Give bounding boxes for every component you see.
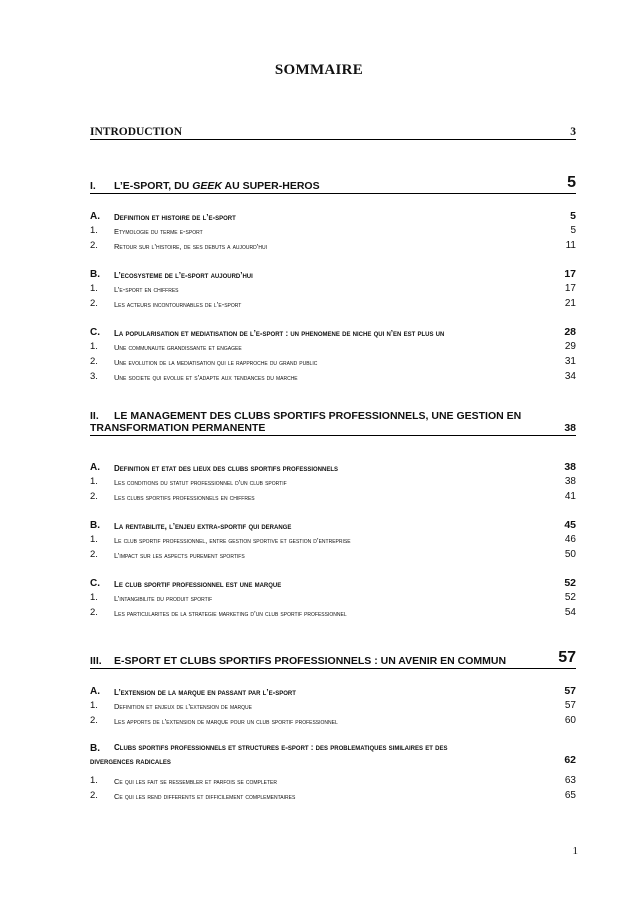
toc-page: 45 [564, 519, 576, 531]
toc-section-2b[interactable] [90, 519, 576, 531]
toc-number: 2. [90, 491, 98, 502]
toc-item-1c3[interactable] [90, 371, 576, 382]
toc-page: 21 [564, 298, 576, 309]
toc-section-3a[interactable] [90, 685, 576, 697]
toc-label: Les particularites de la strategie marketing d’un club sportif professionnel [114, 609, 347, 618]
toc-label: L’impact sur les aspects purement sportifs [114, 551, 245, 560]
toc-label: L’e-sport en chiffres [114, 285, 179, 294]
toc-page: 5 [570, 210, 576, 222]
toc-label: La rentabilite, l’enjeu extra-sportif qui derange [114, 522, 292, 531]
toc-part-2[interactable] [90, 410, 576, 436]
toc-item-2c2[interactable] [90, 607, 576, 618]
toc-page: 3 [570, 126, 576, 138]
toc-item-1a1[interactable] [90, 225, 576, 236]
toc-item-1c2[interactable] [90, 356, 576, 367]
toc-number: 1. [90, 700, 98, 711]
toc-page: 52 [564, 577, 576, 589]
toc-label: L’ecosysteme de l’e-sport aujourd’hui [114, 271, 253, 280]
toc-number: A. [90, 462, 100, 473]
toc-number: II. [90, 410, 99, 422]
toc-number: B. [90, 520, 100, 531]
toc-label: L’E-SPORT, DU GEEK AU SUPER-HEROS [114, 180, 320, 192]
toc-number: B. [90, 269, 100, 280]
toc-label: Les apports de l’extension de marque pour un club sportif professionnel [114, 717, 338, 726]
page-title: SOMMAIRE [274, 62, 364, 78]
toc-item-3a2[interactable] [90, 715, 576, 726]
toc-number: A. [90, 686, 100, 697]
toc-label-line2: divergences radicales [90, 757, 171, 766]
toc-page: 41 [564, 491, 576, 502]
toc-item-2a2[interactable] [90, 491, 576, 502]
toc-label: Le club sportif professionnel, entre gestion sportive et gestion d’entreprise [114, 536, 351, 545]
toc-label: L’intangibilite du produit sportif [114, 594, 213, 603]
toc-number: 1. [90, 534, 98, 545]
page-number: 1 [572, 845, 578, 857]
toc-label: Definition et etat des lieux des clubs sportifs professionnels [114, 464, 339, 473]
toc-page: 57 [558, 649, 576, 666]
toc-item-1b2[interactable] [90, 298, 576, 309]
toc-label: Etymologie du terme e-sport [114, 227, 203, 236]
toc-page: 63 [564, 775, 576, 786]
toc-label-line1: LE MANAGEMENT DES CLUBS SPORTIFS PROFESSIONNELS, UNE GESTION EN [114, 410, 522, 422]
toc-label: Une societe qui evolue et s’adapte aux tendances du marche [114, 373, 298, 382]
toc-label-line2: TRANSFORMATION PERMANENTE [90, 422, 266, 434]
toc-label: Une evolution de la mediatisation qui le rapproche du grand public [114, 358, 318, 367]
toc-number: 2. [90, 240, 98, 251]
toc-number: 2. [90, 607, 98, 618]
toc-section-1c[interactable] [90, 326, 576, 338]
toc-label: Une communaute grandissante et engagee [114, 343, 242, 352]
toc-page: 5 [570, 225, 576, 236]
toc-number: 2. [90, 790, 98, 801]
toc-number: 3. [90, 371, 98, 382]
toc-label: Definition et enjeux de l’extension de marque [114, 702, 252, 711]
toc-introduction[interactable] [90, 126, 576, 140]
toc-label: Les clubs sportifs professionnels en chiffres [114, 493, 255, 502]
toc-number: 2. [90, 715, 98, 726]
toc-number: 1. [90, 476, 98, 487]
toc-number: 1. [90, 775, 98, 786]
toc-label: La popularisation et mediatisation de l’e-sport : un phenomene de niche qui n’en est plus un [114, 329, 445, 338]
toc-label: INTRODUCTION [90, 126, 183, 138]
toc-page: 50 [564, 549, 576, 560]
toc-page: 17 [564, 283, 576, 294]
toc-label: Ce qui les fait se ressembler et parfois se completer [114, 777, 278, 786]
toc-page: 57 [564, 700, 576, 711]
toc-number: 2. [90, 549, 98, 560]
toc-page: 38 [564, 422, 576, 434]
toc-section-2c[interactable] [90, 577, 576, 589]
toc-part-1[interactable] [90, 174, 576, 194]
toc-label: Les conditions du statut professionnel d’un club sportif [114, 478, 287, 487]
toc-page: 38 [564, 476, 576, 487]
toc-number: B. [90, 743, 100, 754]
toc-item-3b1[interactable] [90, 775, 576, 786]
toc-number: 2. [90, 356, 98, 367]
toc-label: L’extension de la marque en passant par l’e-sport [114, 688, 296, 697]
toc-item-2a1[interactable] [90, 476, 576, 487]
toc-page: 57 [564, 685, 576, 697]
toc-item-2b2[interactable] [90, 549, 576, 560]
toc-number: III. [90, 655, 102, 667]
toc-item-1c1[interactable] [90, 341, 576, 352]
toc-number: A. [90, 211, 100, 222]
toc-label: Les acteurs incontournables de l’e-sport [114, 300, 242, 309]
toc-page: 62 [564, 754, 576, 766]
toc-label: Le club sportif professionnel est une marque [114, 580, 282, 589]
toc-number: 1. [90, 592, 98, 603]
toc-number: 1. [90, 341, 98, 352]
toc-page: 17 [564, 268, 576, 280]
toc-number: 1. [90, 225, 98, 236]
toc-number: C. [90, 578, 100, 589]
toc-number: 2. [90, 298, 98, 309]
toc-item-2b1[interactable] [90, 534, 576, 545]
toc-page: 65 [564, 790, 576, 801]
toc-section-2a[interactable] [90, 461, 576, 473]
toc-label: Ce qui les rend differents et difficilement complementaires [114, 792, 296, 801]
toc-page: 5 [567, 174, 576, 191]
toc-label: Definition et histoire de l’e-sport [114, 213, 236, 222]
toc-section-3b[interactable] [90, 743, 576, 766]
toc-section-1b[interactable] [90, 268, 576, 280]
toc-number: C. [90, 327, 100, 338]
toc-part-3[interactable] [90, 649, 576, 669]
toc-item-2c1[interactable] [90, 592, 576, 603]
toc-section-1a[interactable] [90, 210, 576, 222]
toc-item-1a2[interactable] [90, 240, 576, 251]
toc-page: 60 [564, 715, 576, 726]
toc-item-3a1[interactable] [90, 700, 576, 711]
toc-label: E-SPORT ET CLUBS SPORTIFS PROFESSIONNELS : UN AVENIR EN COMMUN [114, 655, 507, 667]
toc-page: 34 [564, 371, 576, 382]
toc-item-1b1[interactable] [90, 283, 576, 294]
toc-number: 1. [90, 283, 98, 294]
toc-page: 29 [564, 341, 576, 352]
toc-number: I. [90, 180, 96, 192]
toc-page: 11 [565, 240, 576, 251]
toc-page: 31 [564, 356, 576, 367]
toc-page: 38 [564, 461, 576, 473]
toc-item-3b2[interactable] [90, 790, 576, 801]
toc-label-line1: Clubs sportifs professionnels et structures e-sport : des problematiques similaires et des [114, 743, 448, 752]
toc-page: 28 [564, 326, 576, 338]
toc-page: 46 [564, 534, 576, 545]
toc-label: Retour sur l’histoire, de ses debuts a aujourd’hui [114, 242, 268, 251]
toc-emphasis: GEEK [192, 180, 222, 192]
toc-page: 52 [564, 592, 576, 603]
toc-page: 54 [564, 607, 576, 618]
